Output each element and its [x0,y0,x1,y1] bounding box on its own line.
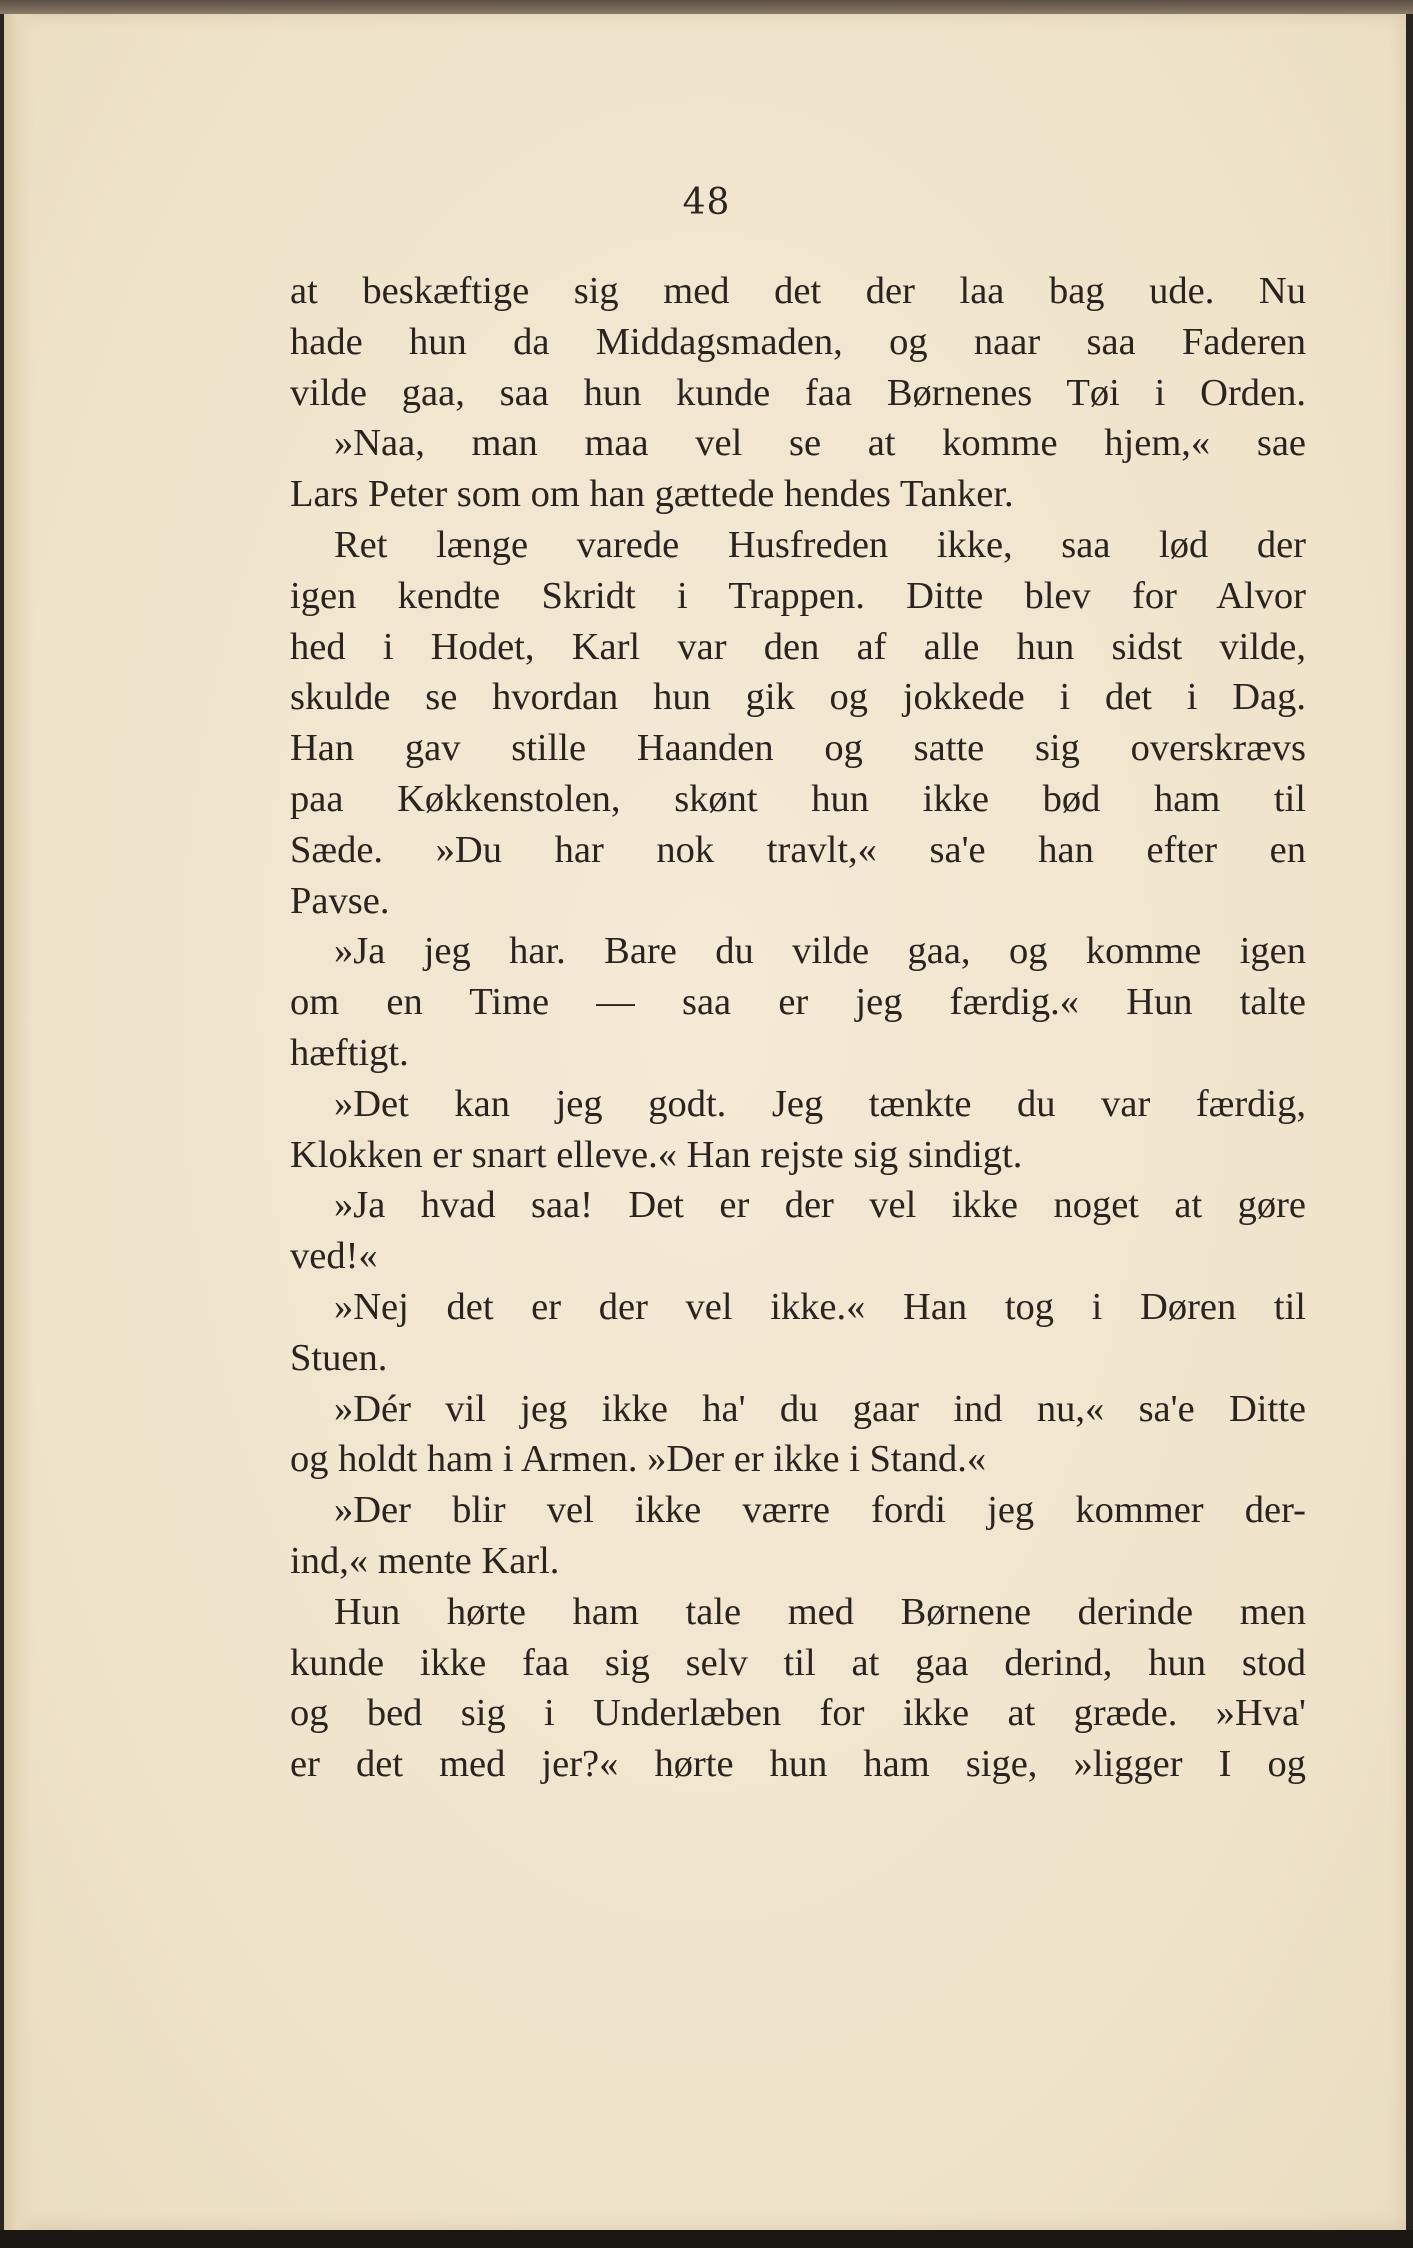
text-line: »Der blir vel ikke værre fordi jeg kommer der- [334,1489,1306,1532]
text-line: »Nej det er der vel ikke.« Han tog i Døren til [334,1285,1306,1328]
text-line: hæftigt. [290,1031,409,1074]
text-line: hade hun da Middagsmaden, og naar saa Faderen [290,320,1306,363]
text-line: og holdt ham i Armen. »Der er ikke i Stand.« [290,1438,987,1481]
text-line: og bed sig i Underlæben for ikke at græde. »Hva' [290,1692,1306,1735]
text-line: er det med jer?« hørte hun ham sige, »ligger I og [290,1743,1306,1786]
text-line: Hun hørte ham tale med Børnene derinde men [334,1590,1306,1633]
text-line: hed i Hodet, Karl var den af alle hun sidst vilde, [290,625,1306,668]
text-line: vilde gaa, saa hun kunde faa Børnenes Tøi i Orden. [290,371,1306,414]
text-line: ind,« mente Karl. [290,1539,560,1582]
text-line: »Dér vil jeg ikke ha' du gaar ind nu,« sa'e Ditte [334,1387,1306,1430]
text-line: »Ja hvad saa! Det er der vel ikke noget at gøre [334,1184,1306,1227]
text-line: kunde ikke faa sig selv til at gaa derind, hun stod [290,1641,1306,1684]
body-text [290,266,1306,1790]
text-line: at beskæftige sig med det der laa bag ude. Nu [290,270,1306,312]
text-line: Klokken er snart elleve.« Han rejste sig sindigt. [290,1133,1023,1176]
page-binding-edge [4,14,34,2230]
text-line: Stuen. [290,1336,388,1379]
text-line: Han gav stille Haanden og satte sig overskrævs [290,727,1306,770]
text-line: om en Time — saa er jeg færdig.« Hun talte [290,981,1306,1024]
text-line: skulde se hvordan hun gik og jokkede i det i Dag. [290,676,1306,719]
text-line: Ret længe varede Husfreden ikke, saa lød der [334,523,1306,566]
text-line: paa Køkkenstolen, skønt hun ikke bød ham til [290,777,1306,820]
text-line: igen kendte Skridt i Trappen. Ditte blev for Alvor [290,574,1306,617]
page-number: 48 [682,182,731,223]
scan-bottom-border [0,2230,1413,2248]
scan-top-border [0,0,1413,14]
text-line: Pavse. [290,879,390,922]
text-line: Lars Peter som om han gættede hendes Tanker. [290,473,1014,516]
text-line: »Ja jeg har. Bare du vilde gaa, og komme igen [334,930,1306,973]
text-line: »Det kan jeg godt. Jeg tænkte du var færdig, [334,1082,1306,1125]
text-line: ved!« [290,1235,378,1278]
text-line: Sæde. »Du har nok travlt,« sa'e han efter en [290,828,1306,871]
text-line: »Naa, man maa vel se at komme hjem,« sae [334,422,1306,465]
